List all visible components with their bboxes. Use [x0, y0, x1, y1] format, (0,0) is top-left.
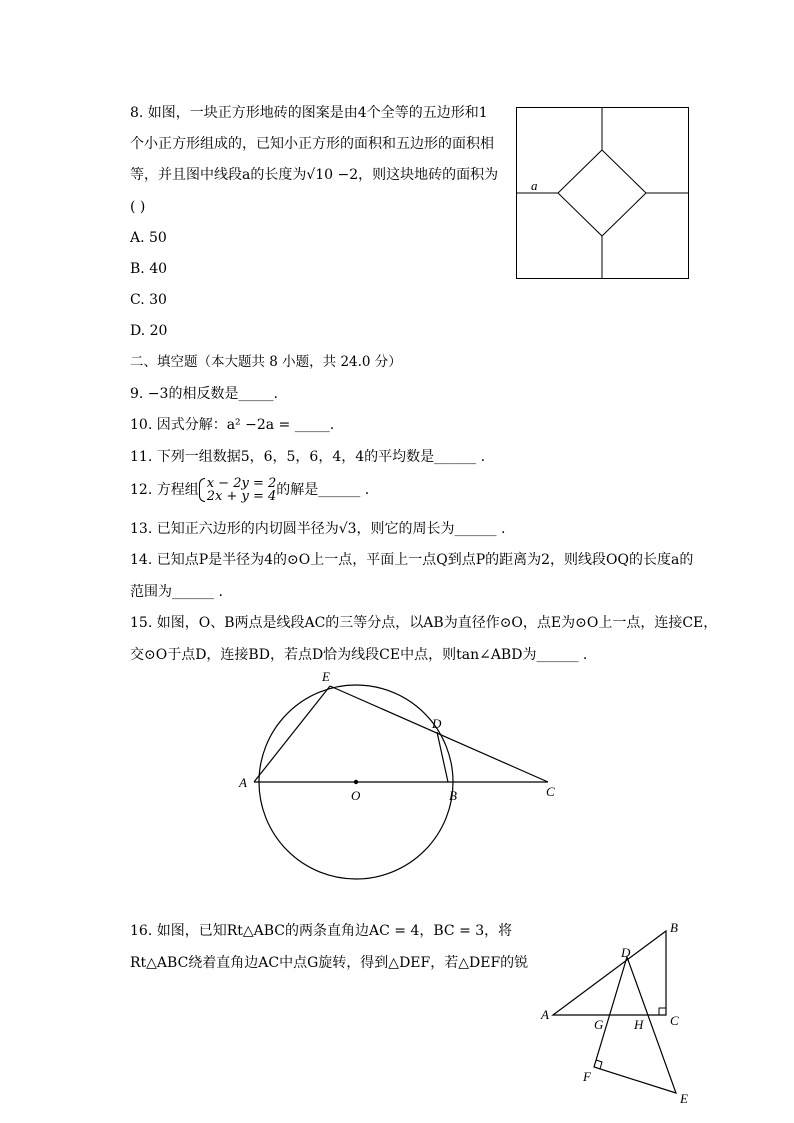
q10-text: 10. 因式分解：a² −2a = _____.: [130, 417, 335, 433]
q12-text: [130, 477, 369, 503]
q16-triangle-figure: [535, 915, 700, 1115]
label-g: G: [594, 1017, 604, 1032]
label-e: E: [322, 669, 330, 684]
label-d: D: [621, 945, 631, 960]
q11-text: 11. 下列一组数据5，6，5，6，4，4的平均数是______ .: [130, 449, 486, 465]
label-d: D: [432, 716, 442, 731]
q12-suffix: 的解是______ .: [276, 482, 370, 498]
segment-bd: [437, 732, 448, 782]
q8-line4: ( ): [130, 199, 146, 215]
label-b: B: [670, 920, 678, 935]
q8-line3: 等，并且图中线段a的长度为√10 −2，则这块地砖的面积为: [130, 167, 499, 183]
q8-option-a: A. 50: [130, 230, 167, 246]
segment-ae: [254, 686, 330, 782]
label-c: C: [670, 1013, 679, 1028]
q16-line1: 16. 如图，已知Rt△ABC的两条直角边AC = 4，BC = 3，将: [130, 923, 513, 939]
q8-option-d: D. 20: [130, 323, 168, 339]
q12-eq1: x − 2y = 2: [206, 476, 277, 491]
q8-line2: 个小正方形组成的，已知小正方形的面积和五边形的面积相: [130, 136, 494, 152]
q14-line2: 范围为______ .: [130, 584, 223, 600]
q16-line2: Rt△ABC绕着直角边AC中点G旋转，得到△DEF，若△DEF的锐: [130, 955, 529, 971]
q8-tile-figure: [510, 103, 695, 285]
q14-line1: 14. 已知点P是半径为4的⊙O上一点，平面上一点Q到点P的距离为2，则线段OQ的长度a的: [130, 552, 694, 568]
section-2-heading: 二、填空题（本大题共 8 小题，共 24.0 分）: [130, 354, 402, 370]
q12-eq2: 2x + y = 4: [206, 489, 277, 504]
q9-text: 9. −3的相反数是_____.: [130, 386, 278, 402]
right-angle-c: [659, 1008, 666, 1015]
q8-option-b: B. 40: [130, 261, 168, 277]
q15-circle-figure: [230, 665, 570, 905]
label-o: O: [351, 788, 361, 803]
q13-text: 13. 已知正六边形的内切圆半径为√3，则它的周长为______ .: [130, 521, 506, 537]
q8-line1: 8. 如图，一块正方形地砖的图案是由4个全等的五边形和1: [130, 105, 488, 121]
q12-prefix: 12. 方程组: [130, 482, 199, 498]
label-h: H: [634, 1017, 644, 1032]
q15-line2: 交⊙O于点D，连接BD，若点D恰为线段CE中点，则tan∠ABD为______ .: [130, 647, 588, 663]
tile-inner-square: [558, 150, 646, 236]
label-a: A: [239, 775, 247, 790]
q12-equation-system: [199, 477, 277, 503]
center-o-dot: [354, 780, 358, 784]
segment-a-label: a: [531, 178, 538, 193]
triangle-abc: [553, 931, 666, 1015]
label-a: A: [541, 1007, 549, 1022]
label-f: F: [583, 1069, 591, 1084]
label-c: C: [546, 784, 555, 799]
q8-option-c: C. 30: [130, 292, 167, 308]
label-e: E: [680, 1091, 688, 1106]
label-b: B: [449, 788, 457, 803]
q15-line1: 15. 如图，O、B两点是线段AC的三等分点，以AB为直径作⊙O，点E为⊙O上一点，连接CE，: [130, 615, 718, 631]
segment-ec: [330, 686, 548, 782]
